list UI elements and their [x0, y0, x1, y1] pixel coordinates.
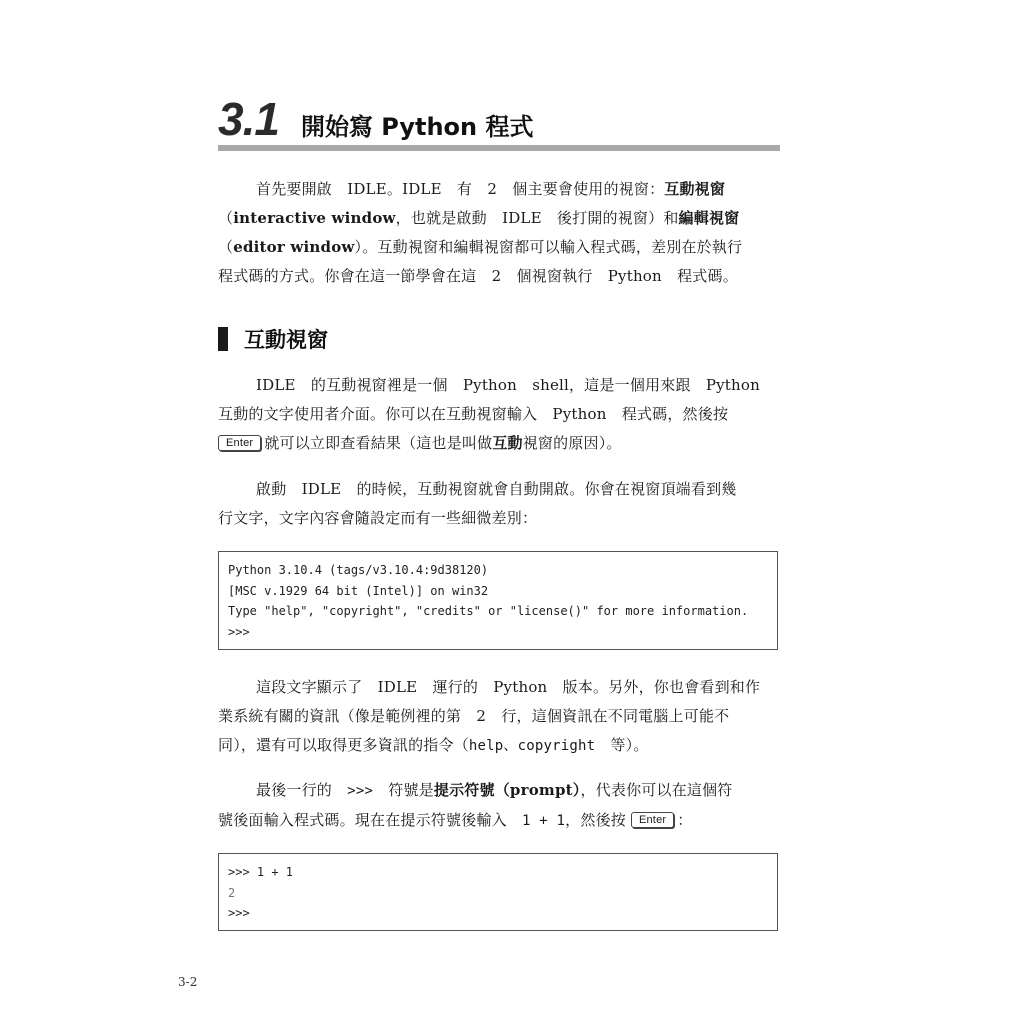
paragraph-line: 同），還有可以取得更多資訊的指令（help、copyright 等）。	[218, 736, 649, 754]
section-heading	[218, 92, 533, 148]
paragraph-line: IDLE 的互動視窗裡是一個 Python shell，這是一個用來跟 Python	[256, 376, 760, 394]
startup-paragraph	[218, 475, 780, 533]
code-line: >>> 1 + 1	[228, 865, 294, 879]
paragraph-line: 這段文字顯示了 IDLE 運行的 Python 版本。另外，你也會看到和作	[256, 678, 761, 696]
subheading-marker	[218, 327, 228, 351]
paragraph-line: 業系統有關的資訊（像是範例裡的第 2 行，這個資訊在不同電腦上可能不	[218, 707, 730, 725]
section-number: 3.1	[218, 93, 279, 145]
version-paragraph	[218, 673, 780, 761]
prompt-paragraph	[218, 776, 780, 836]
intro-paragraph	[218, 175, 780, 291]
code-line: Type "help", "copyright", "credits" or "license()" for more information.	[228, 604, 749, 618]
code-line: >>>	[228, 624, 250, 639]
paragraph-line: 啟動 IDLE 的時候，互動視窗就會自動開啟。你會在視窗頂端看到幾	[256, 480, 737, 498]
code-line: Python 3.10.4 (tags/v3.10.4:9d38120)	[228, 563, 489, 577]
code-line: >>>	[228, 906, 250, 920]
page-number: 3-2	[178, 975, 198, 989]
subheading-text: 互動視窗	[244, 328, 328, 352]
paragraph-line: （editor window）。互動視窗和編輯視窗都可以輸入程式碼，差別在於執行	[218, 238, 743, 256]
enter-key-label: Enter	[218, 435, 261, 451]
paragraph-line: Enter 就可以立即查看結果（這也是叫做互動視窗的原因）。	[218, 429, 780, 458]
paragraph-line: 互動的文字使用者介面。你可以在互動視窗輸入 Python 程式碼，然後按	[218, 405, 729, 423]
code-block-addition	[218, 853, 778, 931]
code-block-shell-banner	[218, 551, 778, 650]
shell-paragraph	[218, 371, 780, 458]
code-output-line: 2	[228, 885, 236, 900]
section-title: 開始寫 Python 程式	[300, 113, 534, 141]
code-line: [MSC v.1929 64 bit (Intel)] on win32	[228, 583, 489, 598]
paragraph-line: 號後面輸入程式碼。現在在提示符號後輸入 1 + 1，然後按 Enter ：	[218, 811, 693, 829]
paragraph-line: 程式碼的方式。你會在這一節學會在這 2 個視窗執行 Python 程式碼。	[218, 267, 738, 285]
paragraph-line: 最後一行的 >>> 符號是提示符號（prompt），代表你可以在這個符	[256, 781, 733, 799]
title-underline	[218, 145, 780, 151]
subheading	[218, 324, 328, 354]
paragraph-line: 首先要開啟 IDLE。IDLE 有 2 個主要會使用的視窗：互動視窗	[256, 180, 726, 198]
paragraph-line: （interactive window，也就是啟動 IDLE 後打開的視窗）和編輯視窗	[218, 209, 740, 227]
paragraph-line: 行文字，文字內容會隨設定而有一些細微差別：	[218, 509, 538, 527]
enter-key-label: Enter	[631, 812, 674, 828]
